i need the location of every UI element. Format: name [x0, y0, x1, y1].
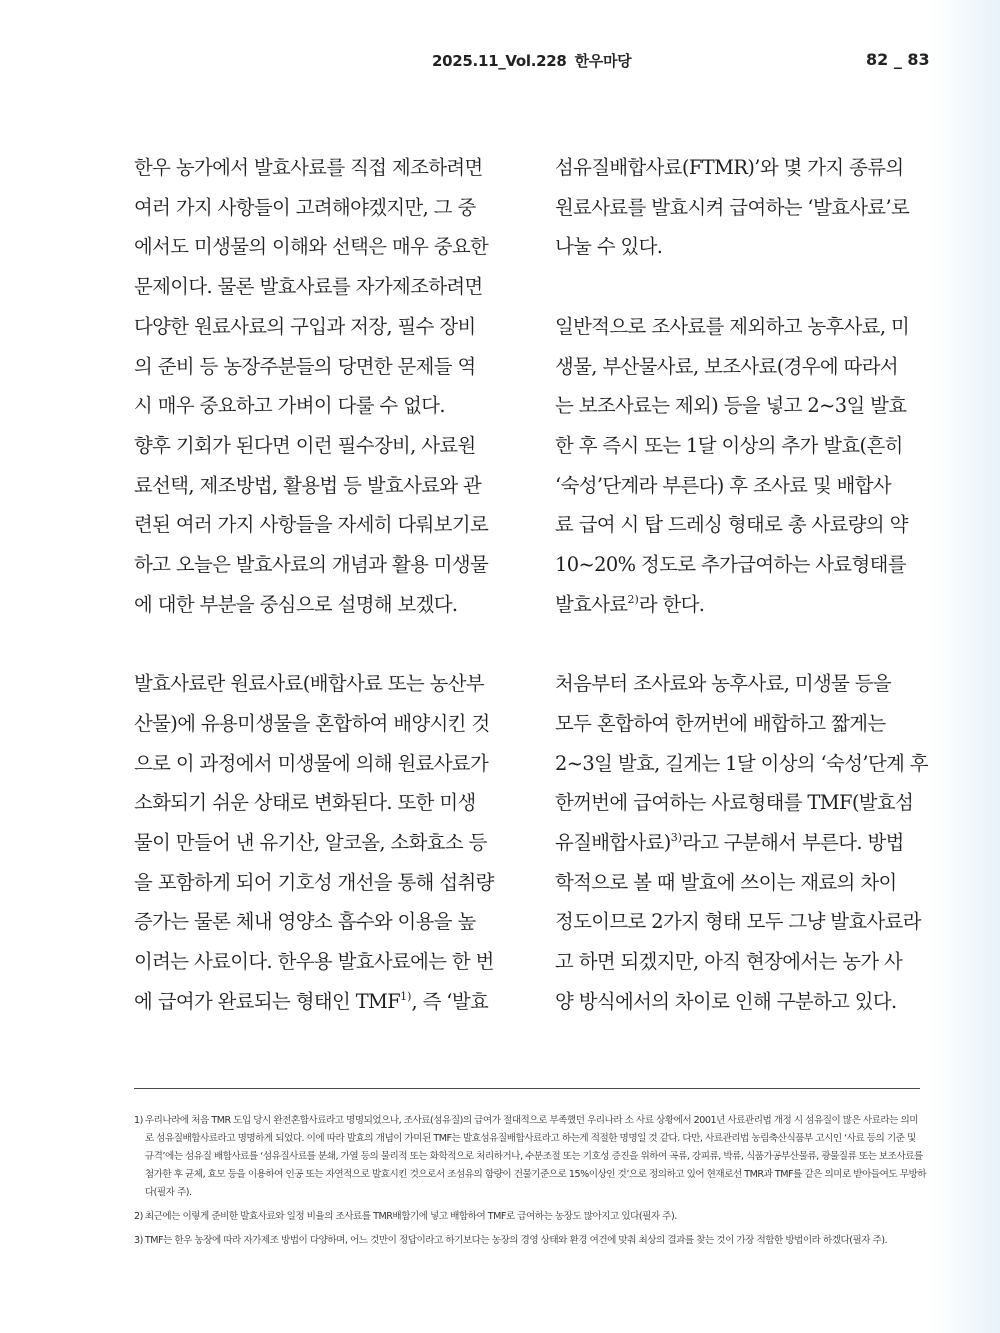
issue-info — [432, 50, 631, 71]
text-line: 련된 여러 가지 사항들을 자세히 다뤄보기로 — [134, 513, 489, 537]
body-column-left — [134, 148, 499, 1021]
text-line: 에서도 미생물의 이해와 선택은 매우 중요한 — [134, 235, 489, 259]
page-header — [0, 50, 1000, 78]
footnote-2 — [134, 1208, 926, 1226]
text-line — [555, 823, 920, 863]
footnote-number: 3) — [134, 1235, 143, 1246]
text-line: 는 보조사료는 제외) 등을 넣고 2~3일 발효 — [555, 394, 907, 418]
page-numbers: 82 _ 83 — [866, 50, 930, 69]
text-run: 라고 구분해서 부른다. 방법 — [682, 830, 904, 854]
paragraph-gap — [555, 624, 920, 664]
text-run: 라 한다. — [638, 592, 705, 616]
footnote-ref-2[interactable]: 2) — [627, 592, 639, 606]
footnote-text: TMF는 한우 농장에 따라 자가제조 방법이 다양하며, 어느 것만이 정답이라고 하기보다는 농장의 경영 상태와 환경 여건에 맞춰 최상의 결과를 찾는 것이 가장 적합한 방법이라 하겠다(필자 주). — [144, 1235, 888, 1246]
text-line: 학적으로 볼 때 발효에 쓰이는 재료의 차이 — [555, 870, 897, 894]
footnote-ref-3[interactable]: 3) — [670, 830, 683, 844]
footnote-number: 2) — [134, 1211, 143, 1222]
text-line: ‘숙성’단계라 부른다) 후 조사료 및 배합사 — [555, 473, 892, 497]
text-run: 유질배합사료) — [555, 830, 671, 854]
text-line: 섬유질배합사료(FTMR)’와 몇 가지 종류의 — [555, 156, 904, 179]
text-line: 료 급여 시 탑 드레싱 형태로 총 사료량의 약 — [555, 513, 908, 537]
text-line: 고 하면 되겠지만, 아직 현장에서는 농가 사 — [555, 950, 903, 974]
footnote-ref-1[interactable]: 1) — [400, 989, 412, 1003]
footnote-text: 최근에는 이렇게 준비한 발효사료와 일정 비율의 조사료를 TMR배합기에 넣고 배합하여 TMF로 급여하는 농장도 많아지고 있다(필자 주). — [144, 1211, 677, 1222]
paragraph-gap — [134, 624, 499, 664]
text-line: 처음부터 조사료와 농후사료, 미생물 등을 — [555, 672, 892, 696]
text-line: 으로 이 과정에서 미생물에 의해 원료사료가 — [134, 751, 489, 775]
text-line: 한꺼번에 급여하는 사료형태를 TMF(발효섬 — [555, 791, 914, 815]
text-run: 에 급여가 완료되는 형태인 TMF — [134, 989, 401, 1013]
text-line: 향후 기회가 된다면 이런 필수장비, 사료원 — [134, 433, 476, 457]
footnote-text: 우리나라에 처음 TMR 도입 당시 완전혼합사료라고 명명되었으나, 조사료(섬유질)의 급여가 절대적으로 부족했던 우리나라 소 사료 상황에서 2001년 사료관리법 개정 시 섬유질이 많은 사료라는 의미로 섬유질배합사료라고 명명하게 되었다. 이에 따라 발효의 개념이 가미된 TMF는 발효섬유질배합사료라고 하는게 적절한 명명일 것 같다. 다만, 사료관리법 농림축산식품부 고시인 ‘사료 등의 기준 및 규격’에는 섬유질 배합사료를 ‘섬유질사료를 분쇄, 가열 등의 물리적 또는 화학적으로 처리하거나, 수분조절 또는 기호성 증진을 위하여 곡류, 강피류, 박류, 식품가공부산물류, 광물질류 또는 보조사료를 첨가한 후 균체, 효모 등을 이용하여 인공 또는 자연적으로 발효시킨 것으로서 조섬유의 함량이 건물기준으로 15%이상인 것’으로 정의하고 있어 현재로선 TMR과 TMF를 같은 의미로 받아들여도 무방하다(필자 주). — [144, 1115, 926, 1198]
page-edge-shade — [930, 0, 1000, 1333]
text-line: 한 후 즉시 또는 1달 이상의 추가 발효(흔히 — [555, 433, 903, 457]
footnote-number: 1) — [134, 1115, 143, 1126]
footnote-divider — [134, 1088, 920, 1089]
paragraph-gap — [555, 267, 920, 307]
footnote-1 — [134, 1112, 926, 1202]
text-line: 하고 오늘은 발효사료의 개념과 활용 미생물 — [134, 553, 489, 577]
text-line — [134, 982, 499, 1022]
text-run: 발효사료 — [555, 592, 628, 616]
text-line: 2~3일 발효, 길게는 1달 이상의 ‘숙성’단계 후 — [555, 751, 928, 775]
text-line: 일반적으로 조사료를 제외하고 농후사료, 미 — [555, 314, 910, 338]
text-line: 을 포함하게 되어 기호성 개선을 통해 섭취량 — [134, 870, 494, 894]
text-line: 물이 만들어 낸 유기산, 알코올, 소화효소 등 — [134, 830, 487, 854]
text-line: 에 대한 부분을 중심으로 설명해 보겠다. — [134, 592, 458, 616]
text-line: 10~20% 정도로 추가급여하는 사료형태를 — [555, 553, 906, 577]
text-line: 원료사료를 발효시켜 급여하는 ‘발효사료’로 — [555, 195, 910, 219]
text-line: 여러 가지 사항들이 고려해야겠지만, 그 중 — [134, 195, 476, 219]
text-run: , 즉 ‘발효 — [411, 989, 489, 1013]
text-line: 생물, 부산물사료, 보조사료(경우에 따라서 — [555, 354, 899, 378]
text-line: 의 준비 등 농장주분들의 당면한 문제들 역 — [134, 354, 476, 378]
text-line: 정도이므로 2가지 형태 모두 그냥 발효사료라 — [555, 910, 921, 934]
text-line: 발효사료란 원료사료(배합사료 또는 농산부 — [134, 672, 485, 696]
text-line: 문제이다. 물론 발효사료를 자가제조하려면 — [134, 275, 483, 299]
text-line: 소화되기 쉬운 상태로 변화된다. 또한 미생 — [134, 791, 476, 815]
text-line: 이려는 사료이다. 한우용 발효사료에는 한 번 — [134, 950, 494, 974]
body-column-right — [555, 148, 928, 1021]
text-line: 양 방식에서의 차이로 인해 구분하고 있다. — [555, 989, 897, 1013]
text-line: 한우 농가에서 발효사료를 직접 제조하려면 — [134, 156, 483, 179]
text-line: 나눌 수 있다. — [555, 235, 663, 259]
text-line — [555, 585, 920, 625]
text-line: 료선택, 제조방법, 활용법 등 발효사료와 관 — [134, 473, 482, 497]
text-line: 다양한 원료사료의 구입과 저장, 필수 장비 — [134, 314, 476, 338]
text-line: 산물)에 유용미생물을 혼합하여 배양시킨 것 — [134, 711, 490, 735]
issue-number: 2025.11_Vol.228 — [432, 52, 567, 70]
text-line: 시 매우 중요하고 가벼이 다룰 수 없다. — [134, 394, 445, 418]
footnote-3 — [134, 1232, 926, 1250]
text-line: 모두 혼합하여 한꺼번에 배합하고 짧게는 — [555, 711, 886, 735]
magazine-name: 한우마당 — [574, 52, 632, 70]
text-line: 증가는 물론 체내 영양소 흡수와 이용을 높 — [134, 910, 476, 934]
footnotes — [134, 1112, 926, 1256]
